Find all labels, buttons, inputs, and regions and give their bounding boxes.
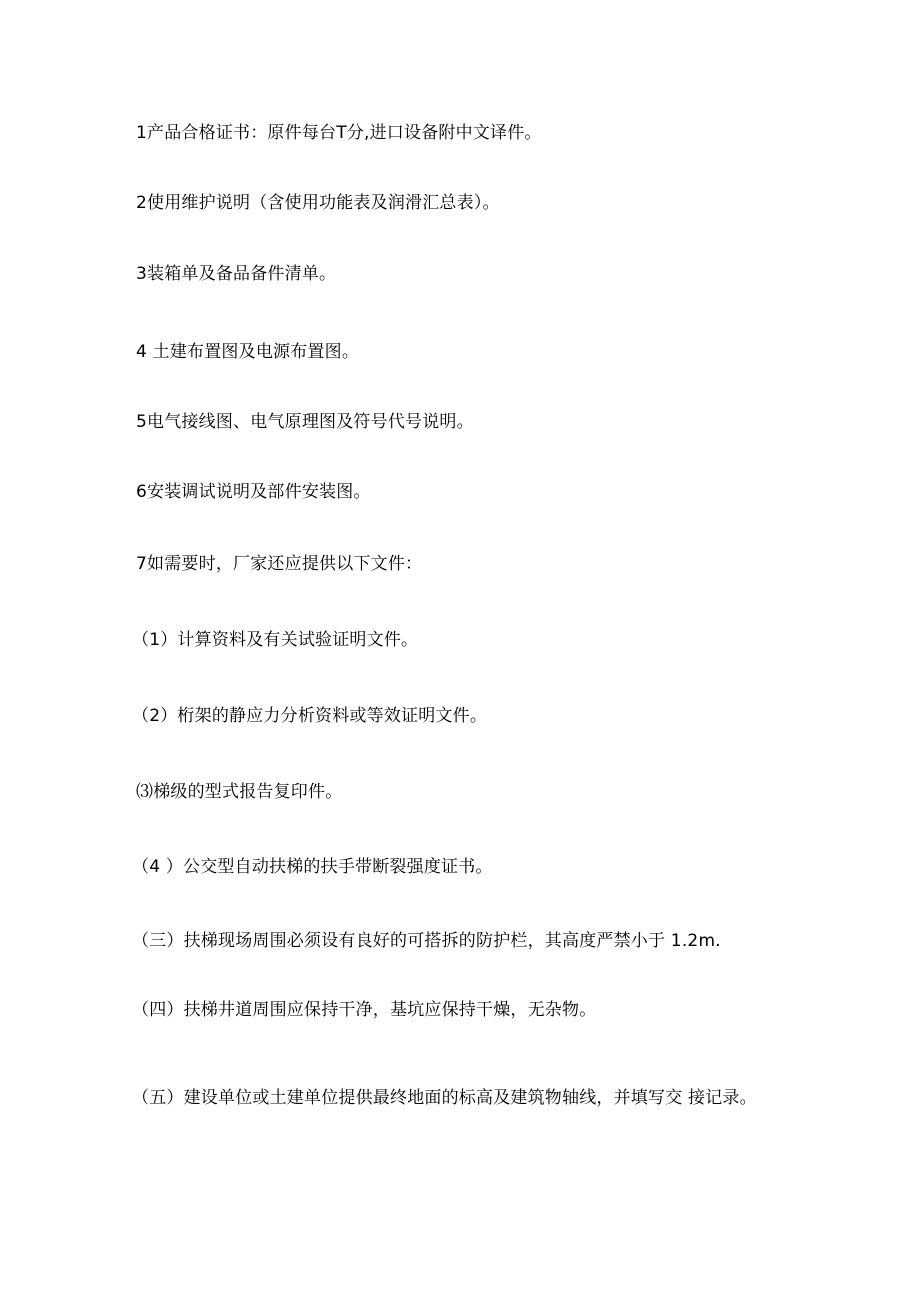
doc-line-10: ⑶梯级的型式报告复印件。 <box>136 782 343 802</box>
doc-final-paragraph: （五）建设单位或土建单位提供最终地面的标高及建筑物轴线，并填写交 接记录。 <box>132 1088 757 1108</box>
doc-line-5: 5电气接线图、电气原理图及符号代号说明。 <box>136 412 474 432</box>
doc-line-11: （4 ）公交型自动扶梯的扶手带断裂强度证书。 <box>132 857 493 877</box>
doc-line-3: 3装箱单及备品备件清单。 <box>136 264 337 284</box>
doc-line-4: 4 土建布置图及电源布置图。 <box>136 342 360 362</box>
doc-line-8: （1）计算资料及有关试验证明文件。 <box>132 630 419 650</box>
doc-line-6: 6安装调试说明及部件安装图。 <box>136 482 371 502</box>
doc-line-7: 7如需要时，厂家还应提供以下文件： <box>136 554 423 574</box>
doc-line-12: （三）扶梯现场周围必须设有良好的可搭拆的防护栏，其高度严禁小于 1.2m. <box>132 931 721 951</box>
doc-line-2: 2使用维护说明（含使用功能表及润滑汇总表）。 <box>136 193 500 213</box>
doc-line-1: 1产品合格证书：原件每台T分,进口设备附中文译件。 <box>136 123 542 143</box>
doc-line-13: （四）扶梯井道周围应保持干净，基坑应保持干燥，无杂物。 <box>132 1000 597 1020</box>
doc-line-9: （2）桁架的静应力分析资料或等效证明文件。 <box>132 706 488 726</box>
